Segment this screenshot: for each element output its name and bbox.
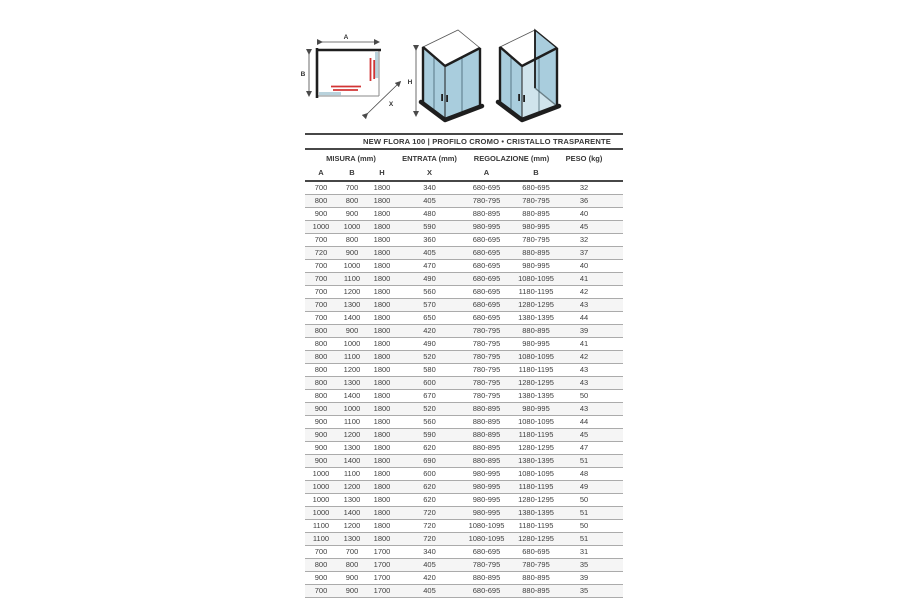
table-cell: 1800 — [373, 248, 391, 257]
table-cell: 50 — [579, 391, 589, 400]
table-cell: 43 — [579, 378, 589, 387]
table-cell: 1080-1095 — [518, 469, 554, 478]
table-cell: 1100 — [343, 274, 361, 283]
table-cell: 800 — [314, 196, 328, 205]
table-row — [305, 377, 623, 390]
table-cell: 48 — [579, 469, 589, 478]
table-cell: 1400 — [343, 313, 361, 322]
table-cell: 880-895 — [472, 456, 501, 465]
column-group-misura: MISURA (mm) — [326, 154, 376, 163]
table-cell: 1800 — [373, 456, 391, 465]
table-row — [305, 494, 623, 507]
table-row — [305, 572, 623, 585]
table-cell: 39 — [579, 573, 589, 582]
dim-label-h: H — [407, 79, 413, 86]
table-cell: 44 — [579, 417, 589, 426]
table-cell: 700 — [314, 287, 328, 296]
table-cell: 36 — [579, 196, 589, 205]
table-cell: 700 — [345, 183, 359, 192]
table-cell: 680-695 — [472, 300, 501, 309]
table-cell: 51 — [579, 534, 589, 543]
table-cell: 1280-1295 — [518, 443, 554, 452]
table-cell: 1700 — [373, 547, 391, 556]
table-row — [305, 325, 623, 338]
table-cell: 800 — [314, 378, 328, 387]
table-cell: 51 — [579, 508, 589, 517]
table-cell: 1180-1195 — [518, 430, 554, 439]
table-cell: 37 — [579, 248, 589, 257]
table-cell: 405 — [423, 586, 436, 595]
plan-fixed-glass-bottom — [319, 92, 341, 95]
table-cell: 1800 — [373, 430, 391, 439]
table-cell: 680-695 — [472, 183, 501, 192]
subheader-b: B — [349, 168, 355, 177]
table-cell: 1800 — [373, 495, 391, 504]
table-cell: 680-695 — [472, 586, 501, 595]
table-cell: 41 — [579, 274, 589, 283]
table-cell: 620 — [423, 482, 436, 491]
table-cell: 560 — [423, 287, 436, 296]
table-cell: 900 — [314, 573, 328, 582]
table-cell: 1000 — [343, 261, 361, 270]
table-cell: 360 — [423, 235, 436, 244]
table-cell: 1100 — [343, 417, 361, 426]
table-cell: 1000 — [312, 222, 330, 231]
table-cell: 47 — [579, 443, 589, 452]
table-row — [305, 234, 623, 247]
table-cell: 880-895 — [472, 430, 501, 439]
table-cell: 42 — [579, 287, 589, 296]
table-cell: 1280-1295 — [518, 300, 554, 309]
table-cell: 1700 — [373, 586, 391, 595]
table-cell: 1400 — [343, 508, 361, 517]
table-cell: 880-895 — [472, 573, 501, 582]
table-cell: 1300 — [343, 300, 361, 309]
table-cell: 1000 — [343, 222, 361, 231]
table-cell: 720 — [314, 248, 328, 257]
table-cell: 1300 — [343, 495, 361, 504]
table-row — [305, 442, 623, 455]
table-cell: 700 — [314, 261, 328, 270]
dim-label-x: X — [388, 101, 394, 108]
table-cell: 800 — [314, 339, 328, 348]
table-cell: 570 — [423, 300, 436, 309]
table-cell: 800 — [345, 235, 359, 244]
table-cell: 1300 — [343, 534, 361, 543]
table-cell: 980-995 — [472, 482, 501, 491]
table-row — [305, 195, 623, 208]
product-title: NEW FLORA 100 | PROFILO CROMO • CRISTALLO TRASPARENTE — [305, 133, 623, 150]
table-row — [305, 429, 623, 442]
table-cell: 1800 — [373, 365, 391, 374]
table-cell: 1800 — [373, 352, 391, 361]
subheader-peso — [561, 166, 623, 180]
table-cell: 780-795 — [472, 560, 501, 569]
table-cell: 650 — [423, 313, 436, 322]
table-cell: 1200 — [343, 430, 361, 439]
subheader-a: A — [318, 168, 324, 177]
table-cell: 340 — [423, 547, 436, 556]
table-cell: 980-995 — [472, 508, 501, 517]
table-cell: 800 — [314, 560, 328, 569]
table-cell: 980-995 — [522, 404, 550, 413]
table-cell: 520 — [423, 404, 436, 413]
table-row — [305, 585, 623, 598]
table-cell: 900 — [345, 586, 359, 595]
table-cell: 600 — [423, 378, 436, 387]
subheader-reg-b: B — [533, 168, 539, 177]
column-group-entrata: ENTRATA (mm) — [402, 154, 457, 163]
table-cell: 670 — [423, 391, 436, 400]
table-cell: 780-795 — [472, 339, 501, 348]
table-cell: 590 — [423, 222, 436, 231]
table-cell: 800 — [314, 365, 328, 374]
table-cell: 35 — [579, 586, 589, 595]
column-group-regolazione: REGOLAZIONE (mm) — [473, 154, 550, 163]
table-cell: 900 — [314, 209, 328, 218]
table-row — [305, 533, 623, 546]
table-row — [305, 299, 623, 312]
table-cell: 680-695 — [472, 274, 501, 283]
table-cell: 1380-1395 — [518, 391, 554, 400]
table-cell: 1100 — [343, 352, 361, 361]
table-cell: 1000 — [312, 508, 330, 517]
table-cell: 1800 — [373, 222, 391, 231]
table-cell: 420 — [423, 573, 436, 582]
table-cell: 41 — [579, 339, 589, 348]
table-row — [305, 221, 623, 234]
table-cell: 45 — [579, 430, 589, 439]
spec-table — [305, 133, 623, 598]
table-cell: 340 — [423, 183, 436, 192]
table-cell: 880-895 — [522, 209, 550, 218]
table-cell: 700 — [314, 300, 328, 309]
table-row — [305, 481, 623, 494]
table-cell: 1700 — [373, 573, 391, 582]
subheader-h: H — [379, 168, 385, 177]
table-cell: 780-795 — [472, 326, 501, 335]
technical-diagram — [290, 10, 640, 132]
sliding-door-indicators — [331, 58, 374, 90]
column-group-header-row — [305, 150, 623, 166]
table-cell: 780-795 — [472, 365, 501, 374]
table-cell: 690 — [423, 456, 436, 465]
table-cell: 1800 — [373, 521, 391, 530]
table-cell: 1800 — [373, 391, 391, 400]
table-cell: 45 — [579, 222, 589, 231]
table-cell: 49 — [579, 482, 589, 491]
table-cell: 780-795 — [522, 235, 550, 244]
table-cell: 1200 — [343, 365, 361, 374]
table-row — [305, 247, 623, 260]
table-cell: 1800 — [373, 339, 391, 348]
table-cell: 1000 — [312, 469, 330, 478]
table-cell: 480 — [423, 209, 436, 218]
table-cell: 1800 — [373, 274, 391, 283]
table-row — [305, 260, 623, 273]
table-cell: 1200 — [343, 482, 361, 491]
table-cell: 1800 — [373, 482, 391, 491]
table-cell: 780-795 — [472, 378, 501, 387]
table-cell: 1000 — [343, 404, 361, 413]
table-cell: 1100 — [312, 521, 330, 530]
table-cell: 1080-1095 — [518, 417, 554, 426]
table-cell: 880-895 — [472, 443, 501, 452]
table-cell: 680-695 — [472, 248, 501, 257]
table-cell: 780-795 — [472, 391, 501, 400]
table-cell: 700 — [345, 547, 359, 556]
table-cell: 1800 — [373, 313, 391, 322]
table-cell: 680-695 — [522, 183, 550, 192]
table-cell: 780-795 — [522, 196, 550, 205]
table-cell: 1800 — [373, 300, 391, 309]
table-cell: 800 — [314, 326, 328, 335]
table-cell: 405 — [423, 248, 436, 257]
plan-view-diagram — [301, 34, 399, 115]
dim-label-b: B — [300, 71, 306, 78]
table-cell: 1800 — [373, 534, 391, 543]
table-cell: 700 — [314, 547, 328, 556]
table-row — [305, 455, 623, 468]
table-row — [305, 507, 623, 520]
table-cell: 780-795 — [472, 352, 501, 361]
table-cell: 520 — [423, 352, 436, 361]
table-cell: 1800 — [373, 287, 391, 296]
table-cell: 1280-1295 — [518, 534, 554, 543]
table-cell: 600 — [423, 469, 436, 478]
table-cell: 620 — [423, 443, 436, 452]
table-cell: 1800 — [373, 326, 391, 335]
table-cell: 620 — [423, 495, 436, 504]
table-cell: 1300 — [343, 378, 361, 387]
table-cell: 700 — [314, 586, 328, 595]
table-cell: 680-695 — [472, 547, 501, 556]
table-cell: 980-995 — [472, 469, 501, 478]
table-cell: 900 — [314, 417, 328, 426]
table-cell: 980-995 — [522, 339, 550, 348]
table-cell: 1100 — [343, 469, 361, 478]
table-cell: 35 — [579, 560, 589, 569]
table-cell: 405 — [423, 560, 436, 569]
table-cell: 580 — [423, 365, 436, 374]
table-cell: 880-895 — [522, 248, 550, 257]
table-cell: 880-895 — [522, 586, 550, 595]
table-cell: 1380-1395 — [518, 508, 554, 517]
table-cell: 880-895 — [472, 404, 501, 413]
table-row — [305, 546, 623, 559]
table-cell: 980-995 — [522, 222, 550, 231]
table-row — [305, 520, 623, 533]
table-cell: 490 — [423, 339, 436, 348]
table-cell: 1000 — [312, 495, 330, 504]
table-cell: 1800 — [373, 261, 391, 270]
table-cell: 40 — [579, 261, 589, 270]
table-cell: 1800 — [373, 508, 391, 517]
table-cell: 780-795 — [522, 560, 550, 569]
table-row — [305, 351, 623, 364]
table-cell: 39 — [579, 326, 589, 335]
table-cell: 680-695 — [472, 235, 501, 244]
table-cell: 1080-1095 — [468, 534, 505, 543]
table-cell: 800 — [314, 352, 328, 361]
table-cell: 420 — [423, 326, 436, 335]
table-cell: 700 — [314, 235, 328, 244]
table-cell: 405 — [423, 196, 436, 205]
table-cell: 680-695 — [472, 261, 501, 270]
table-cell: 32 — [579, 183, 589, 192]
table-cell: 900 — [314, 430, 328, 439]
table-cell: 43 — [579, 365, 589, 374]
table-cell: 680-695 — [472, 287, 501, 296]
plan-fixed-glass-right — [375, 52, 378, 78]
table-cell: 900 — [314, 443, 328, 452]
table-cell: 50 — [579, 495, 589, 504]
table-cell: 1800 — [373, 443, 391, 452]
table-cell: 1080-1095 — [468, 521, 505, 530]
table-row — [305, 312, 623, 325]
table-cell: 880-895 — [472, 209, 501, 218]
table-cell: 1200 — [343, 287, 361, 296]
table-cell: 800 — [345, 560, 359, 569]
table-body — [305, 182, 623, 598]
subheader-x: X — [426, 168, 432, 177]
table-cell: 1300 — [343, 443, 361, 452]
subheader-reg-a: A — [483, 168, 490, 177]
table-cell: 900 — [345, 326, 359, 335]
table-cell: 1800 — [373, 378, 391, 387]
table-cell: 50 — [579, 521, 589, 530]
table-cell: 900 — [345, 248, 359, 257]
table-cell: 1800 — [373, 196, 391, 205]
table-cell: 1700 — [373, 560, 391, 569]
table-row — [305, 416, 623, 429]
table-cell: 31 — [579, 547, 589, 556]
table-cell: 1400 — [343, 456, 361, 465]
column-group-peso: PESO (kg) — [565, 154, 603, 163]
table-cell: 490 — [423, 274, 436, 283]
table-cell: 880-895 — [472, 417, 501, 426]
table-cell: 700 — [314, 313, 328, 322]
table-cell: 1080-1095 — [518, 274, 554, 283]
table-cell: 680-695 — [472, 313, 501, 322]
table-cell: 900 — [314, 404, 328, 413]
table-cell: 43 — [579, 300, 589, 309]
table-cell: 800 — [345, 196, 359, 205]
table-cell: 590 — [423, 430, 436, 439]
dim-label-a: A — [343, 34, 349, 41]
table-cell: 470 — [423, 261, 436, 270]
table-cell: 800 — [314, 391, 328, 400]
table-cell: 980-995 — [472, 495, 501, 504]
table-cell: 900 — [314, 456, 328, 465]
table-row — [305, 273, 623, 286]
table-cell: 44 — [579, 313, 589, 322]
table-cell: 1800 — [373, 183, 391, 192]
table-cell: 880-895 — [522, 573, 550, 582]
table-cell: 1000 — [343, 339, 361, 348]
table-cell: 720 — [423, 534, 436, 543]
table-cell: 1380-1395 — [518, 313, 554, 322]
table-cell: 1380-1395 — [518, 456, 554, 465]
table-cell: 880-895 — [522, 326, 550, 335]
table-cell: 1180-1195 — [518, 482, 554, 491]
isometric-cabin-right — [498, 30, 559, 120]
table-cell: 1280-1295 — [518, 495, 554, 504]
table-cell: 700 — [314, 183, 328, 192]
table-cell: 1400 — [343, 391, 361, 400]
table-row — [305, 286, 623, 299]
table-cell: 1800 — [373, 417, 391, 426]
table-cell: 1100 — [312, 534, 330, 543]
table-row — [305, 182, 623, 195]
column-subheader-row — [305, 166, 623, 182]
table-cell: 1200 — [343, 521, 361, 530]
table-cell: 900 — [345, 573, 359, 582]
table-cell: 900 — [345, 209, 359, 218]
table-cell: 51 — [579, 456, 589, 465]
table-cell: 1080-1095 — [518, 352, 554, 361]
table-cell: 1180-1195 — [518, 287, 554, 296]
table-cell: 1180-1195 — [518, 365, 554, 374]
table-cell: 1000 — [312, 482, 330, 491]
table-cell: 1800 — [373, 404, 391, 413]
isometric-cabin-left — [408, 30, 482, 120]
table-cell: 1180-1195 — [518, 521, 554, 530]
table-cell: 680-695 — [522, 547, 550, 556]
table-cell: 1800 — [373, 209, 391, 218]
table-cell: 1800 — [373, 469, 391, 478]
table-cell: 560 — [423, 417, 436, 426]
table-row — [305, 390, 623, 403]
table-row — [305, 364, 623, 377]
table-cell: 1280-1295 — [518, 378, 554, 387]
table-cell: 980-995 — [522, 261, 550, 270]
table-row — [305, 468, 623, 481]
table-cell: 43 — [579, 404, 589, 413]
table-cell: 980-995 — [472, 222, 501, 231]
table-cell: 700 — [314, 274, 328, 283]
table-row — [305, 559, 623, 572]
table-cell: 40 — [579, 209, 589, 218]
table-cell: 780-795 — [472, 196, 501, 205]
table-cell: 720 — [423, 521, 436, 530]
table-cell: 32 — [579, 235, 589, 244]
table-cell: 1800 — [373, 235, 391, 244]
table-cell: 720 — [423, 508, 436, 517]
table-row — [305, 338, 623, 351]
table-row — [305, 208, 623, 221]
table-cell: 42 — [579, 352, 589, 361]
table-row — [305, 403, 623, 416]
